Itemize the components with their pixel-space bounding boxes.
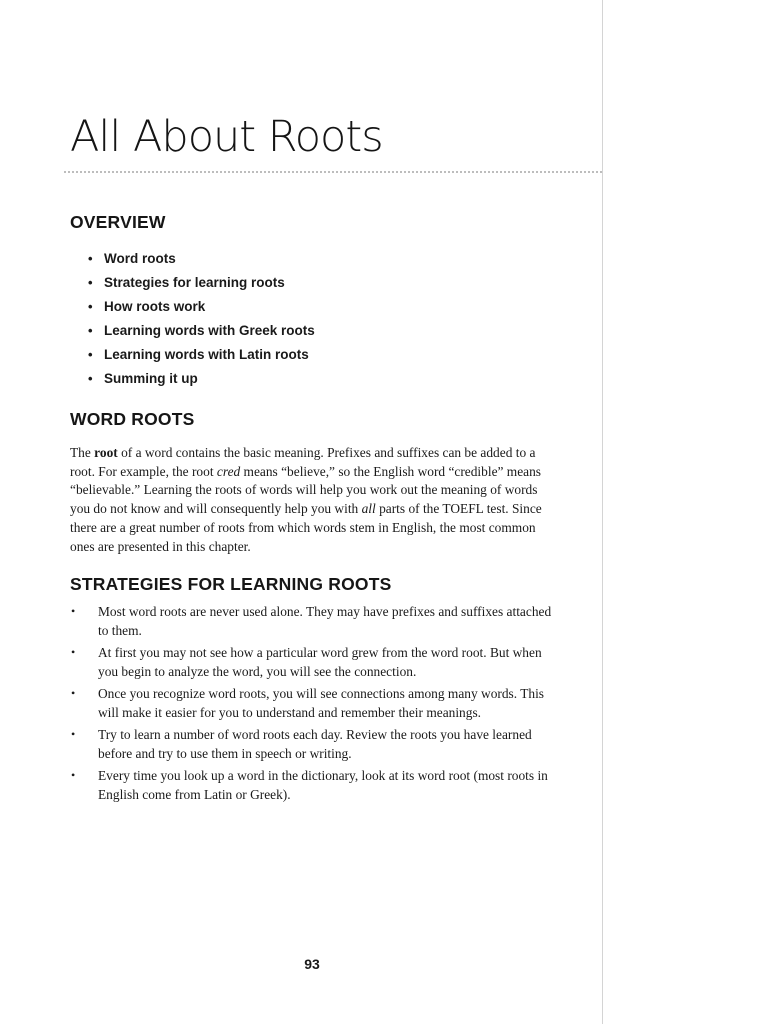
page-number: 93 — [304, 956, 320, 972]
strategy-text: Try to learn a number of word roots each day. Review the roots you have learned before and try to use them in speech or writing. — [98, 727, 532, 761]
overview-heading: OVERVIEW — [70, 212, 166, 232]
strategy-text: Every time you look up a word in the dictionary, look at its word root (most roots in English come from Latin or Greek). — [98, 768, 548, 802]
overview-item-how-roots-work: • How roots work — [88, 298, 315, 322]
paragraph-text: The — [70, 445, 95, 460]
page-edge-margin — [602, 0, 768, 1024]
strategy-item — [70, 643, 556, 681]
bullet-marker: • — [71, 686, 76, 700]
paragraph-text: means “believe,” so the English word “credible” means “believable.” Learning the roots of words will help you work out the meaning of words you do not know and will consequently help you with — [70, 463, 542, 517]
overview-item-greek-roots: • Learning words with Greek roots — [88, 322, 315, 346]
bullet-marker: • — [71, 645, 76, 659]
overview-item-summing-up: • Summing it up — [88, 370, 315, 394]
strategy-text: Most word roots are never used alone. They may have prefixes and suffixes attached to them. — [98, 604, 552, 638]
strategy-item — [70, 684, 556, 722]
overview-item-word-roots: • Word roots — [88, 250, 315, 274]
overview-list — [88, 250, 315, 394]
word-roots-heading: WORD ROOTS — [70, 409, 195, 429]
paragraph-text: parts of the TOEFL test. Since there are a great number of roots from which words stem in English, the most common ones are presented in this chapter. — [70, 501, 542, 554]
bullet-marker: • — [71, 768, 76, 782]
strategies-heading: STRATEGIES FOR LEARNING ROOTS — [70, 574, 392, 594]
strategy-item — [70, 725, 556, 763]
overview-item-latin-roots: • Learning words with Latin roots — [88, 346, 315, 370]
strategies-list — [70, 602, 556, 807]
emphasis-all: all — [361, 501, 376, 517]
term-cred: cred — [216, 463, 241, 479]
paragraph-text: of a word contains the basic meaning. Prefixes and suffixes can be added to a root. For example, the root — [70, 445, 536, 479]
chapter-title: All About Roots — [70, 112, 383, 162]
word-roots-paragraph — [70, 444, 554, 556]
overview-item-strategies: • Strategies for learning roots — [88, 274, 315, 298]
bullet-marker: • — [71, 727, 76, 741]
strategy-text: At first you may not see how a particular word grew from the word root. But when you begin to analyze the word, you will see the connection. — [98, 645, 542, 679]
title-dotted-divider — [64, 171, 602, 173]
term-root: root — [94, 445, 118, 460]
strategy-item — [70, 766, 556, 804]
bullet-marker: • — [71, 604, 76, 618]
strategy-item — [70, 602, 556, 640]
strategy-text: Once you recognize word roots, you will see connections among many words. This will make it easier for you to understand and remember their meanings. — [98, 686, 545, 720]
